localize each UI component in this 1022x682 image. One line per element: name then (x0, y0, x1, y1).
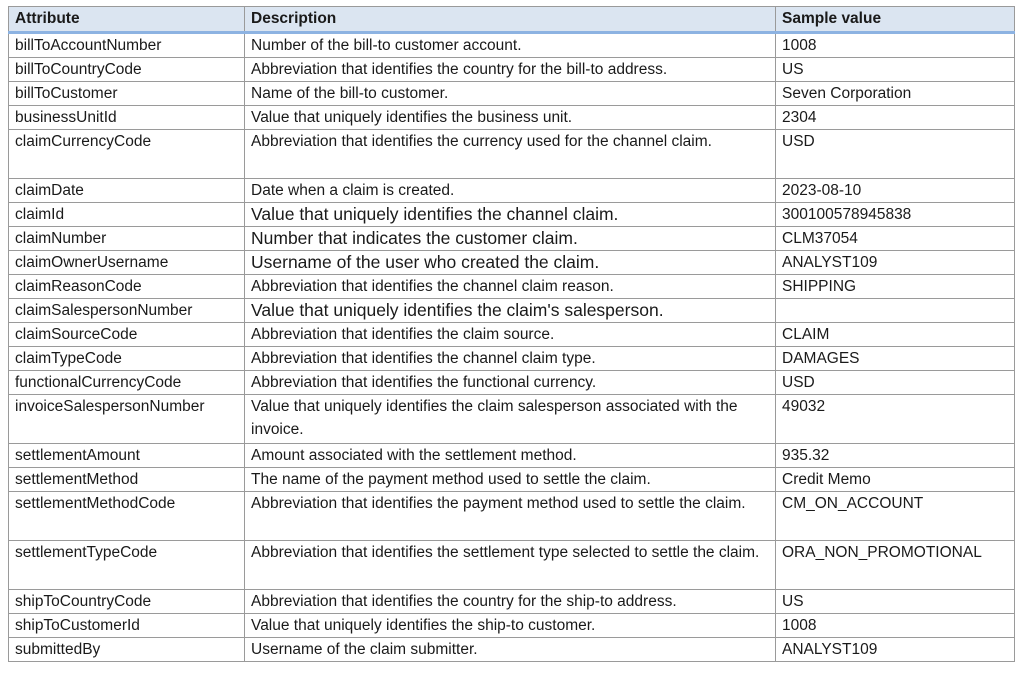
table-row (9, 614, 1015, 638)
table-row (9, 323, 1015, 347)
cell-description: Abbreviation that identifies the settlement type selected to settle the claim. (245, 541, 776, 590)
cell-attribute: functionalCurrencyCode (9, 371, 245, 395)
cell-attribute: settlementTypeCode (9, 541, 245, 590)
cell-attribute: submittedBy (9, 638, 245, 662)
table-row (9, 203, 1015, 227)
table-row (9, 227, 1015, 251)
cell-description: Abbreviation that identifies the functional currency. (245, 371, 776, 395)
cell-sample: 2304 (776, 106, 1015, 130)
cell-sample (776, 299, 1015, 323)
attribute-table (8, 6, 1015, 662)
cell-description: Abbreviation that identifies the channel claim reason. (245, 275, 776, 299)
cell-description: Value that uniquely identifies the channel claim. (245, 203, 776, 227)
cell-sample: 1008 (776, 33, 1015, 58)
table-header-row (9, 7, 1015, 33)
table-row (9, 58, 1015, 82)
cell-sample: 49032 (776, 395, 1015, 444)
cell-sample: ORA_NON_PROMOTIONAL (776, 541, 1015, 590)
cell-attribute: businessUnitId (9, 106, 245, 130)
header-sample-value: Sample value (776, 7, 1015, 33)
cell-description: Username of the claim submitter. (245, 638, 776, 662)
cell-attribute: claimSourceCode (9, 323, 245, 347)
cell-description: Value that uniquely identifies the claim salesperson associated with the invoice. (245, 395, 776, 444)
cell-attribute: shipToCustomerId (9, 614, 245, 638)
table-row (9, 541, 1015, 590)
table-row (9, 33, 1015, 58)
cell-description: Date when a claim is created. (245, 179, 776, 203)
cell-attribute: claimCurrencyCode (9, 130, 245, 179)
cell-sample: SHIPPING (776, 275, 1015, 299)
cell-description: Abbreviation that identifies the country for the bill-to address. (245, 58, 776, 82)
cell-description: Value that uniquely identifies the claim's salesperson. (245, 299, 776, 323)
cell-description: Amount associated with the settlement method. (245, 444, 776, 468)
cell-description: Value that uniquely identifies the ship-to customer. (245, 614, 776, 638)
cell-sample: 300100578945838 (776, 203, 1015, 227)
cell-description: Abbreviation that identifies the channel claim type. (245, 347, 776, 371)
cell-description: Abbreviation that identifies the country for the ship-to address. (245, 590, 776, 614)
table-row (9, 347, 1015, 371)
table-row (9, 468, 1015, 492)
cell-sample: 1008 (776, 614, 1015, 638)
table-row (9, 638, 1015, 662)
cell-description: Value that uniquely identifies the business unit. (245, 106, 776, 130)
table-row (9, 275, 1015, 299)
cell-description: Number that indicates the customer claim. (245, 227, 776, 251)
cell-description: The name of the payment method used to settle the claim. (245, 468, 776, 492)
cell-attribute: claimSalespersonNumber (9, 299, 245, 323)
cell-attribute: claimNumber (9, 227, 245, 251)
cell-attribute: billToCountryCode (9, 58, 245, 82)
cell-sample: 935.32 (776, 444, 1015, 468)
cell-sample: USD (776, 371, 1015, 395)
cell-sample: Seven Corporation (776, 82, 1015, 106)
cell-sample: CM_ON_ACCOUNT (776, 492, 1015, 541)
cell-sample: ANALYST109 (776, 251, 1015, 275)
table-row (9, 130, 1015, 179)
cell-sample: CLM37054 (776, 227, 1015, 251)
cell-attribute: settlementMethodCode (9, 492, 245, 541)
cell-attribute: settlementAmount (9, 444, 245, 468)
cell-attribute: claimOwnerUsername (9, 251, 245, 275)
table-row (9, 444, 1015, 468)
cell-description: Number of the bill-to customer account. (245, 33, 776, 58)
cell-description: Username of the user who created the claim. (245, 251, 776, 275)
table-row (9, 299, 1015, 323)
cell-attribute: billToAccountNumber (9, 33, 245, 58)
cell-sample: US (776, 590, 1015, 614)
header-description: Description (245, 7, 776, 33)
cell-sample: ANALYST109 (776, 638, 1015, 662)
table-row (9, 251, 1015, 275)
cell-description: Abbreviation that identifies the currency used for the channel claim. (245, 130, 776, 179)
cell-attribute: settlementMethod (9, 468, 245, 492)
cell-attribute: shipToCountryCode (9, 590, 245, 614)
cell-description: Abbreviation that identifies the payment method used to settle the claim. (245, 492, 776, 541)
cell-attribute: invoiceSalespersonNumber (9, 395, 245, 444)
cell-attribute: claimDate (9, 179, 245, 203)
cell-sample: US (776, 58, 1015, 82)
cell-description: Abbreviation that identifies the claim source. (245, 323, 776, 347)
table-row (9, 371, 1015, 395)
cell-sample: USD (776, 130, 1015, 179)
cell-sample: 2023-08-10 (776, 179, 1015, 203)
table-row (9, 395, 1015, 444)
table-row (9, 179, 1015, 203)
cell-sample: CLAIM (776, 323, 1015, 347)
table-row (9, 492, 1015, 541)
header-attribute: Attribute (9, 7, 245, 33)
cell-attribute: billToCustomer (9, 82, 245, 106)
cell-sample: Credit Memo (776, 468, 1015, 492)
table-row (9, 106, 1015, 130)
cell-attribute: claimId (9, 203, 245, 227)
cell-sample: DAMAGES (776, 347, 1015, 371)
cell-description: Name of the bill-to customer. (245, 82, 776, 106)
cell-attribute: claimTypeCode (9, 347, 245, 371)
cell-attribute: claimReasonCode (9, 275, 245, 299)
table-row (9, 82, 1015, 106)
table-row (9, 590, 1015, 614)
